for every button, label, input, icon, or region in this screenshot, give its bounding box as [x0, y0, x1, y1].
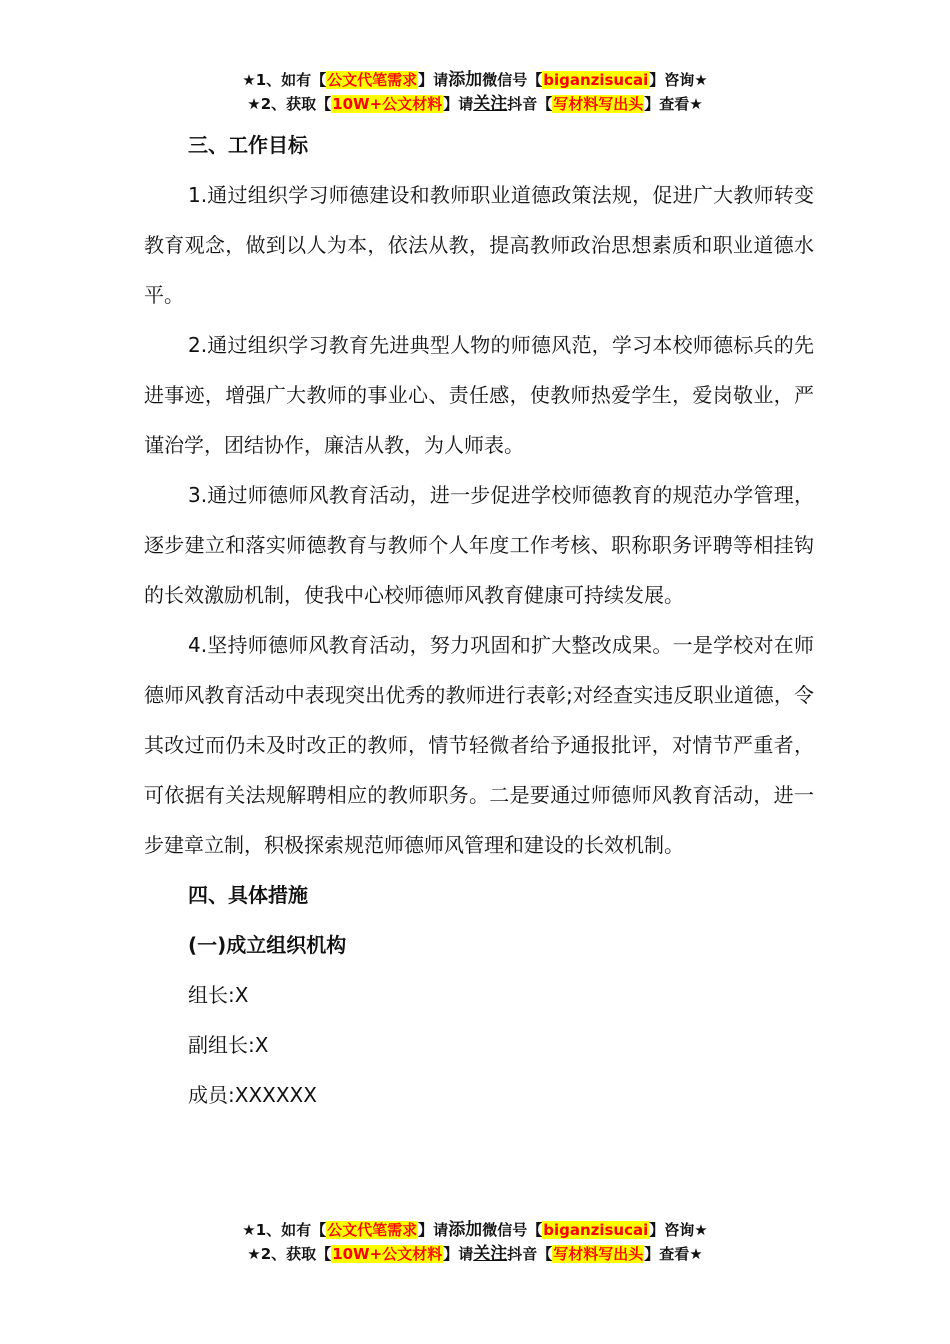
promo-text: 微信号【: [482, 71, 543, 89]
promo-highlight: 10W+公文材料: [332, 1245, 443, 1263]
promo-text: 】请: [443, 1245, 474, 1263]
promo-highlight: 公文代笔需求: [327, 1221, 418, 1239]
org-members: 成员:XXXXXX: [188, 1083, 317, 1107]
promo-text: ★1、如有【: [242, 71, 327, 89]
goal-paragraph-3: 3.通过师德师风教育活动，进一步促进学校师德教育的规范办学管理，逐步建立和落实师德教育与教师个人年度工作考核、职称职务评聘等相挂钩的长效激励机制，使我中心校师德师风教育健康可持续发展。: [144, 483, 814, 607]
promo-text: 抖音【: [507, 95, 553, 113]
promo-wechat-id: biganzisucai: [543, 1221, 649, 1239]
promo-line-2: [0, 92, 950, 116]
promo-line-2: [0, 1242, 950, 1266]
promo-text: 】请: [418, 71, 449, 89]
goal-paragraph-4: 4.坚持师德师风教育活动，努力巩固和扩大整改成果。一是学校对在师德师风教育活动中表现突出优秀的教师进行表彰;对经查实违反职业道德，令其改过而仍未及时改正的教师，情节轻微者给予通报批评，对情节严重者，可依据有关法规解聘相应的教师职务。二是要通过师德师风教育活动，进一步建章立制，积极探索规范师德师风管理和建设的长效机制。: [144, 633, 814, 857]
promo-text: 】咨询★: [649, 71, 708, 89]
section-heading-goals: 三、工作目标: [188, 133, 308, 157]
promo-footer: [0, 1218, 950, 1266]
promo-douyin-id: 写材料写出头: [553, 1245, 644, 1263]
promo-wechat-id: biganzisucai: [543, 71, 649, 89]
goal-paragraph-1: 1.通过组织学习师德建设和教师职业道德政策法规，促进广大教师转变教育观念，做到以人为本，依法从教，提高教师政治思想素质和职业道德水平。: [144, 183, 814, 307]
document-body: [144, 120, 814, 1120]
promo-text: 】查看★: [644, 95, 703, 113]
subsection-heading-organization: (一)成立组织机构: [188, 933, 347, 957]
promo-emphasis: 添加: [448, 1220, 483, 1240]
goal-paragraph-2: 2.通过组织学习教育先进典型人物的师德风范，学习本校师德标兵的先进事迹，增强广大教师的事业心、责任感，使教师热爱学生，爱岗敬业，严谨治学，团结协作，廉洁从教，为人师表。: [144, 333, 814, 457]
promo-text: 】咨询★: [649, 1221, 708, 1239]
promo-text: ★1、如有【: [242, 1221, 327, 1239]
org-vice-leader: 副组长:X: [188, 1033, 269, 1057]
promo-text: ★2、获取【: [247, 1245, 332, 1263]
promo-highlight: 公文代笔需求: [327, 71, 418, 89]
promo-emphasis: 关注: [473, 94, 508, 114]
promo-line-1: [0, 1218, 950, 1242]
promo-header: [0, 68, 950, 116]
promo-text: 】请: [443, 95, 474, 113]
promo-emphasis: 添加: [448, 70, 483, 90]
promo-text: 】查看★: [644, 1245, 703, 1263]
promo-douyin-id: 写材料写出头: [553, 95, 644, 113]
promo-text: 抖音【: [507, 1245, 553, 1263]
promo-line-1: [0, 68, 950, 92]
promo-text: 微信号【: [482, 1221, 543, 1239]
promo-text: ★2、获取【: [247, 95, 332, 113]
org-leader: 组长:X: [188, 983, 249, 1007]
promo-emphasis: 关注: [473, 1244, 508, 1264]
promo-highlight: 10W+公文材料: [332, 95, 443, 113]
section-heading-measures: 四、具体措施: [188, 883, 308, 907]
promo-text: 】请: [418, 1221, 449, 1239]
